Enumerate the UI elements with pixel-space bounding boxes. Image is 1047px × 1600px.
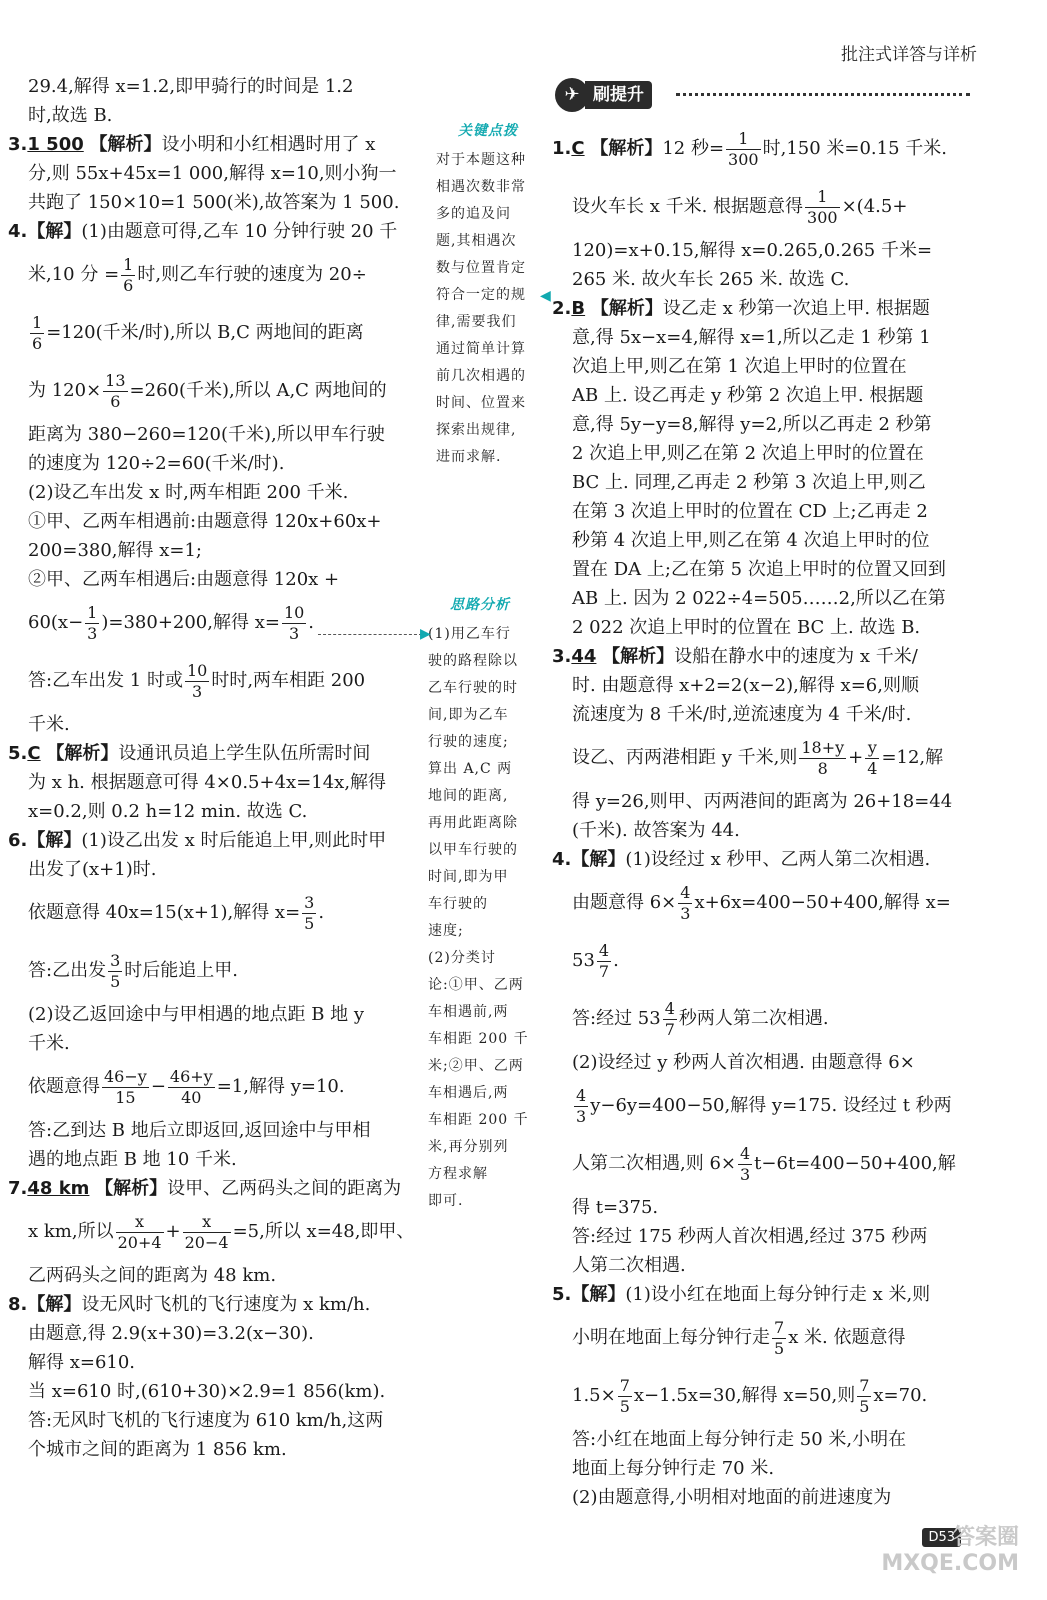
text-line xyxy=(572,1135,970,1193)
text-line: 得 t=375. xyxy=(572,1197,659,1218)
text-line: 流速度为 8 千米/时,逆流速度为 4 千米/时. xyxy=(572,704,912,725)
fraction xyxy=(282,603,306,644)
tag-analysis: 【解析】 xyxy=(590,138,663,159)
fraction xyxy=(103,371,127,412)
text-line: 的速度为 120÷2=60(千米/时). xyxy=(28,453,285,474)
numerator: 1 xyxy=(123,254,134,274)
fraction xyxy=(805,187,840,228)
denominator: 7 xyxy=(598,961,610,981)
text-line: 答:无风时飞机的飞行速度为 610 km/h,这两 xyxy=(28,1410,384,1431)
text: x 米. 依题意得 xyxy=(788,1327,906,1348)
side-note-line: 车相遇前,两 xyxy=(428,1004,509,1020)
text-line: 地面上每分钟行走 70 米. xyxy=(572,1458,775,1479)
text: 设乙、丙两港相距 y 千米,则 xyxy=(572,747,798,768)
question-number: 1. xyxy=(552,138,572,159)
text-line: 当 x=610 时,(610+30)×2.9=1 856(km). xyxy=(28,1381,386,1402)
text-line: 得 y=26,则甲、丙两港间的距离为 26+18=44 xyxy=(572,791,953,812)
denominator: 300 xyxy=(807,207,838,227)
text: ×(4.5+ xyxy=(841,196,908,217)
text-line xyxy=(572,1309,970,1367)
denominator: 6 xyxy=(123,275,134,295)
numerator: 3 xyxy=(304,892,315,912)
text-line: 遇的地点距 B 地 10 千米. xyxy=(28,1149,237,1170)
text-line: 人第二次相遇. xyxy=(572,1255,686,1276)
numerator: 7 xyxy=(774,1317,785,1337)
side-note-line: 乙车行驶的时 xyxy=(428,680,518,696)
text: y−6y=400−50,解得 y=175. 设经过 t 秒两 xyxy=(590,1095,952,1116)
text-line xyxy=(572,1367,970,1425)
numerator: 10 xyxy=(283,602,305,622)
numerator: 1 xyxy=(805,187,840,208)
problem-number: 6. xyxy=(8,830,28,851)
text: =120(千米/时),所以 B,C 两地间的距离 xyxy=(46,322,364,343)
text-line: 2 次追上甲,则乙在第 2 次追上甲时的位置在 xyxy=(572,443,924,464)
text-line: 设乙走 x 秒第一次追上甲. 根据题 xyxy=(662,298,930,319)
text-line: (1)设小红在地面上每分钟行走 x 米,则 xyxy=(625,1284,931,1305)
side-note-line: 前几次相遇的 xyxy=(436,368,526,384)
text: 答:乙车出发 1 时或 xyxy=(28,670,183,691)
problem-number: 4. xyxy=(8,221,28,242)
section-badge xyxy=(555,78,673,112)
text-line: 意,得 5x−x=4,解得 x=1,所以乙走 1 秒第 1 xyxy=(572,327,931,348)
denominator: 5 xyxy=(774,1338,785,1358)
text-line: 设甲、乙两码头之间的距离为 xyxy=(167,1178,402,1199)
numerator: y xyxy=(865,738,879,759)
text-line: 设船在静水中的速度为 x 千米/ xyxy=(674,646,918,667)
denominator: 6 xyxy=(32,333,43,353)
side-note-line: 车相距 200 千 xyxy=(428,1031,529,1047)
numerator: 13 xyxy=(105,370,126,390)
question-1 xyxy=(552,120,970,178)
text-line: x=0.2,则 0.2 h=12 min. 故选 C. xyxy=(28,801,308,822)
fraction xyxy=(183,1212,231,1253)
denominator: 3 xyxy=(289,623,300,643)
problem-number: 7. xyxy=(8,1178,28,1199)
text: =1,解得 y=10. xyxy=(216,1076,345,1097)
text-line: 120)=x+0.15,解得 x=0.265,0.265 千米= xyxy=(572,240,933,261)
denominator: 5 xyxy=(619,1396,630,1416)
text-line: (千米). 故答案为 44. xyxy=(572,820,740,841)
text: 60(x− xyxy=(28,612,84,633)
text-line: 时,故选 B. xyxy=(28,105,113,126)
numerator: 7 xyxy=(859,1375,870,1395)
text: =5,所以 x=48,即甲、 xyxy=(232,1221,415,1242)
side-note-line: 多的追及问 xyxy=(436,206,511,222)
arrow-left-icon: ◀ xyxy=(540,288,551,304)
text-line: 在第 3 次追上甲时的位置在 CD 上;乙再走 2 xyxy=(572,501,928,522)
text-line: ②甲、乙两车相遇后:由题意得 120x + xyxy=(28,569,340,590)
side-note-title: 思路分析 xyxy=(450,597,510,613)
problem-5 xyxy=(8,739,430,768)
side-note-line: 进而求解. xyxy=(436,449,502,465)
text: 人第二次相遇,则 6× xyxy=(572,1153,736,1174)
denominator: 3 xyxy=(680,903,691,923)
fraction xyxy=(30,313,44,354)
problem-6 xyxy=(8,826,430,855)
numerator: 4 xyxy=(576,1085,587,1105)
fraction xyxy=(663,999,677,1040)
denominator: 3 xyxy=(192,681,203,701)
text-line xyxy=(572,932,970,990)
numerator: 18+y xyxy=(801,737,845,757)
denominator: 40 xyxy=(181,1087,202,1107)
question-number: 2. xyxy=(552,298,572,319)
denominator: 3 xyxy=(576,1106,587,1126)
tag-solution: 【解】 xyxy=(27,221,82,242)
answer: 48 km xyxy=(27,1178,90,1199)
text-line: 距离为 380−260=120(千米),所以甲车行驶 xyxy=(28,424,385,445)
denominator: 20+4 xyxy=(117,1232,162,1252)
text-line: 200=380,解得 x=1; xyxy=(28,540,202,561)
tag-solution: 【解】 xyxy=(571,849,626,870)
denominator: 6 xyxy=(110,391,121,411)
side-note-line: 律,需要我们 xyxy=(436,314,517,330)
fraction xyxy=(116,1212,164,1253)
text: 12 秒= xyxy=(662,138,725,159)
left-column xyxy=(8,72,430,1464)
text-line xyxy=(572,1077,970,1135)
text-line xyxy=(28,594,430,652)
text: 由题意得 6× xyxy=(572,892,677,913)
side-note-line: 即可. xyxy=(428,1193,464,1209)
text-line: (1)设经过 x 秒甲、乙两人第二次相遇. xyxy=(625,849,931,870)
text-line xyxy=(28,362,430,420)
text: 时,则乙车行驶的速度为 20÷ xyxy=(137,264,367,285)
text-line: 265 米. 故火车长 265 米. 故选 C. xyxy=(572,269,850,290)
fraction xyxy=(302,893,316,934)
problem-7 xyxy=(8,1174,430,1203)
answer: C xyxy=(27,743,41,764)
fraction xyxy=(121,255,135,296)
numerator: 46−y xyxy=(104,1066,147,1086)
fraction xyxy=(678,883,692,924)
page-header-title: 批注式详答与详析 xyxy=(841,45,977,65)
text: 时,150 米=0.15 千米. xyxy=(762,138,947,159)
text-line: 乙两码头之间的距离为 48 km. xyxy=(28,1265,277,1286)
denominator: 300 xyxy=(728,149,759,169)
text: 为 120× xyxy=(28,380,102,401)
side-note-line: 通过简单计算 xyxy=(436,341,526,357)
connector-line xyxy=(318,634,422,635)
text: . xyxy=(613,950,619,971)
denominator: 5 xyxy=(110,971,121,991)
problem-8 xyxy=(8,1290,430,1319)
text-line: ①甲、乙两车相遇前:由题意得 120x+60x+ xyxy=(28,511,382,532)
text: + xyxy=(165,1221,181,1242)
question-4 xyxy=(552,845,970,874)
question-2 xyxy=(552,294,970,323)
text-line xyxy=(572,178,970,236)
side-note-title: 关键点拨 xyxy=(458,123,518,139)
text-line xyxy=(572,990,970,1048)
side-note-line: 时间、位置来 xyxy=(436,395,526,411)
answer: 44 xyxy=(571,646,597,667)
fraction xyxy=(574,1086,588,1127)
fraction xyxy=(799,738,846,779)
text: . xyxy=(318,902,325,923)
numerator: 4 xyxy=(664,998,675,1018)
text-line: (2)设经过 y 秒两人首次相遇. 由题意得 6× xyxy=(572,1052,915,1073)
section-badge-label: 刷提升 xyxy=(585,81,652,109)
text-line xyxy=(572,874,970,932)
right-column xyxy=(552,120,970,1512)
numerator: x xyxy=(183,1212,231,1233)
numerator: 4 xyxy=(739,1143,751,1163)
side-note-line: 车相遇后,两 xyxy=(428,1085,509,1101)
side-note-line: 再用此距离除 xyxy=(428,815,518,831)
text-line: 设通讯员追上学生队伍所需时间 xyxy=(118,743,371,764)
text-line: 设小明和小红相遇时用了 x xyxy=(161,134,376,155)
text-line: 由题意,得 2.9(x+30)=3.2(x−30). xyxy=(28,1323,314,1344)
answer: C xyxy=(571,138,585,159)
side-note-line: 米;②甲、乙两 xyxy=(428,1058,524,1074)
page-number: D53 xyxy=(922,1528,961,1547)
side-note-line: 行驶的速度; xyxy=(428,734,509,750)
text-line xyxy=(28,1203,430,1261)
fraction xyxy=(618,1376,632,1417)
numerator: 4 xyxy=(598,940,610,960)
denominator: 7 xyxy=(664,1019,675,1039)
text-line xyxy=(28,304,430,362)
text-line: 千米. xyxy=(28,714,70,735)
text-line: (2)由题意得,小明相对地面的前进速度为 xyxy=(572,1487,892,1508)
text-line xyxy=(572,729,970,787)
text: x−1.5x=30,解得 x=50,则 xyxy=(633,1385,856,1406)
numerator: 1 xyxy=(32,312,43,332)
tag-solution: 【解】 xyxy=(27,1294,82,1315)
question-number: 5. xyxy=(552,1284,572,1305)
side-note-line: 算出 A,C 两 xyxy=(428,761,513,777)
text: 小明在地面上每分钟行走 xyxy=(572,1327,770,1348)
text-line: AB 上. 因为 2 022÷4=505……2,所以乙在第 xyxy=(572,588,946,609)
numerator: 3 xyxy=(110,950,121,970)
side-note-line: 论:①甲、乙两 xyxy=(428,977,524,993)
numerator: 46+y xyxy=(169,1066,213,1086)
text: 53 xyxy=(572,950,595,971)
rocket-icon: ✈ xyxy=(555,78,589,112)
text-line: 设无风时飞机的飞行速度为 x km/h. xyxy=(81,1294,371,1315)
denominator: 4 xyxy=(867,758,878,778)
side-note-line: 题,其相遇次 xyxy=(436,233,517,249)
side-note-line: 方程求解 xyxy=(428,1166,488,1182)
text: . xyxy=(308,612,315,633)
numerator: 10 xyxy=(186,660,208,680)
text-line: (2)设乙车出发 x 时,两车相距 200 千米. xyxy=(28,482,349,503)
text-line: 时. 由题意得 x+2=2(x−2),解得 x=6,则顺 xyxy=(572,675,919,696)
text: 设火车长 x 千米. 根据题意得 xyxy=(572,196,804,217)
denominator: 3 xyxy=(87,623,98,643)
side-note-line: 对于本题这种 xyxy=(436,152,526,168)
text-line: AB 上. 设乙再走 y 秒第 2 次追上甲. 根据题 xyxy=(572,385,924,406)
side-note-line: 符合一定的规 xyxy=(436,287,526,303)
numerator: 4 xyxy=(680,882,691,902)
text: 秒两人第二次相遇. xyxy=(678,1008,829,1029)
text: 依题意得 xyxy=(28,1076,100,1097)
text-line: BC 上. 同理,乙再走 2 秒第 3 次追上甲,则乙 xyxy=(572,472,926,493)
watermark-text: 答案圈 xyxy=(952,1525,1019,1550)
problem-4 xyxy=(8,217,430,246)
answer: B xyxy=(571,298,586,319)
side-note-lines xyxy=(428,621,532,1215)
watermark-url: MXQE.COM xyxy=(881,1551,1019,1576)
side-note-line: 车行驶的 xyxy=(428,896,488,912)
tag-solution: 【解】 xyxy=(27,830,82,851)
side-note-line: 间,即为乙车 xyxy=(428,707,509,723)
fraction xyxy=(726,129,761,170)
text-line: 次追上甲,则乙在第 1 次追上甲时的位置在 xyxy=(572,356,907,377)
problem-3 xyxy=(8,130,430,159)
text: x=70. xyxy=(873,1385,928,1406)
side-note-line: 数与位置肯定 xyxy=(436,260,526,276)
fraction xyxy=(168,1067,215,1108)
text: =12,解 xyxy=(881,747,944,768)
answer: 1 500 xyxy=(27,134,84,155)
side-note-lines xyxy=(436,147,540,471)
fraction xyxy=(185,661,209,702)
text: =260(千米),所以 A,C 两地间的 xyxy=(129,380,387,401)
text-line: 答:乙到达 B 地后立即返回,返回途中与甲相 xyxy=(28,1120,371,1141)
watermark xyxy=(881,1525,1019,1577)
question-3 xyxy=(552,642,970,671)
denominator: 8 xyxy=(817,758,828,778)
side-note-line: 相遇次数非常 xyxy=(436,179,526,195)
tag-analysis: 【解析】 xyxy=(89,134,162,155)
text-line: 意,得 5y−y=8,解得 y=2,所以乙再走 2 秒第 xyxy=(572,414,932,435)
text: 米,10 分 = xyxy=(28,264,120,285)
text-line: 29.4,解得 x=1.2,即甲骑行的时间是 1.2 xyxy=(28,76,354,97)
question-number: 4. xyxy=(552,849,572,870)
text: 1.5× xyxy=(572,1385,616,1406)
text-line: 秒第 4 次追上甲,则乙在第 4 次追上甲时的位 xyxy=(572,530,930,551)
text: + xyxy=(848,747,864,768)
numerator: x xyxy=(116,1212,164,1233)
side-note-line: 地间的距离, xyxy=(428,788,509,804)
denominator: 15 xyxy=(115,1087,136,1107)
text-line xyxy=(28,246,430,304)
text-line: 个城市之间的距离为 1 856 km. xyxy=(28,1439,287,1460)
tag-analysis: 【解析】 xyxy=(590,298,663,319)
text-line: 答:小红在地面上每分钟行走 50 米,小明在 xyxy=(572,1429,907,1450)
text: t−6t=400−50+400,解 xyxy=(754,1153,956,1174)
text-line: (2)设乙返回途中与甲相遇的地点距 B 地 y xyxy=(28,1004,365,1025)
side-note-line: 米,再分别列 xyxy=(428,1139,509,1155)
side-note-line: 时间,即为甲 xyxy=(428,869,509,885)
question-5 xyxy=(552,1280,970,1309)
tag-solution: 【解】 xyxy=(571,1284,626,1305)
side-note-line: 以甲车行驶的 xyxy=(428,842,518,858)
side-note-line: 速度; xyxy=(428,923,464,939)
text: 答:乙出发 xyxy=(28,960,107,981)
text-line xyxy=(28,942,430,1000)
tag-analysis: 【解析】 xyxy=(95,1178,168,1199)
side-note-line: 探索出规律, xyxy=(436,422,517,438)
side-note-line: (1)用乙车行 xyxy=(428,626,511,642)
side-note-analysis xyxy=(428,592,532,1215)
text-line: 置在 DA 上;乙在第 5 次追上甲时的位置又回到 xyxy=(572,559,946,580)
text-line: 共跑了 150×10=1 500(米),故答案为 1 500. xyxy=(28,192,400,213)
fraction xyxy=(865,738,879,779)
side-note-line: (2)分类讨 xyxy=(428,950,496,966)
arrow-right-icon: ▶ xyxy=(420,626,431,642)
problem-number: 5. xyxy=(8,743,28,764)
denominator: 5 xyxy=(304,913,315,933)
text: x km,所以 xyxy=(28,1221,114,1242)
fraction xyxy=(102,1067,149,1108)
text-line: 答:经过 175 秒两人首次相遇,经过 375 秒两 xyxy=(572,1226,928,1247)
question-number: 3. xyxy=(552,646,572,667)
text: 依题意得 40x=15(x+1),解得 x= xyxy=(28,902,301,923)
text-line: 千米. xyxy=(28,1033,70,1054)
text-line: 分,则 55x+45x=1 000,解得 x=10,则小狗一 xyxy=(28,163,397,184)
fraction xyxy=(85,603,99,644)
fraction xyxy=(772,1318,786,1359)
text-line xyxy=(28,1058,430,1116)
text-line: 2 022 次追上甲时的位置在 BC 上. 故选 B. xyxy=(572,617,921,638)
text-line: (1)由题意可得,乙车 10 分钟行驶 20 千 xyxy=(81,221,398,242)
text: x+6x=400−50+400,解得 x= xyxy=(694,892,951,913)
section-divider xyxy=(676,93,970,96)
denominator: 5 xyxy=(859,1396,870,1416)
fraction xyxy=(108,951,122,992)
side-note-line: 驶的路程除以 xyxy=(428,653,518,669)
denominator: 3 xyxy=(739,1164,751,1184)
text-line xyxy=(28,884,430,942)
problem-number: 3. xyxy=(8,134,28,155)
text: 时后能追上甲. xyxy=(124,960,238,981)
numerator: 7 xyxy=(619,1375,630,1395)
text: )=380+200,解得 x= xyxy=(101,612,280,633)
text: 答:经过 53 xyxy=(572,1008,661,1029)
text: 时时,两车相距 200 xyxy=(211,670,366,691)
side-note-key-points xyxy=(436,118,540,471)
text-line xyxy=(28,652,430,710)
text-line: (1)设乙出发 x 时后能追上甲,则此时甲 xyxy=(81,830,387,851)
numerator: 1 xyxy=(87,602,98,622)
text-line: 为 x h. 根据题意可得 4×0.5+4x=14x,解得 xyxy=(28,772,387,793)
fraction xyxy=(597,941,611,982)
text-line: 解得 x=610. xyxy=(28,1352,136,1373)
text: − xyxy=(150,1076,166,1097)
denominator: 20−4 xyxy=(184,1232,229,1252)
tag-analysis: 【解析】 xyxy=(46,743,119,764)
numerator: 1 xyxy=(726,129,761,150)
side-note-line: 车相距 200 千 xyxy=(428,1112,529,1128)
problem-number: 8. xyxy=(8,1294,28,1315)
fraction xyxy=(857,1376,871,1417)
tag-analysis: 【解析】 xyxy=(602,646,675,667)
fraction xyxy=(738,1144,752,1185)
text-line: 出发了(x+1)时. xyxy=(28,859,157,880)
